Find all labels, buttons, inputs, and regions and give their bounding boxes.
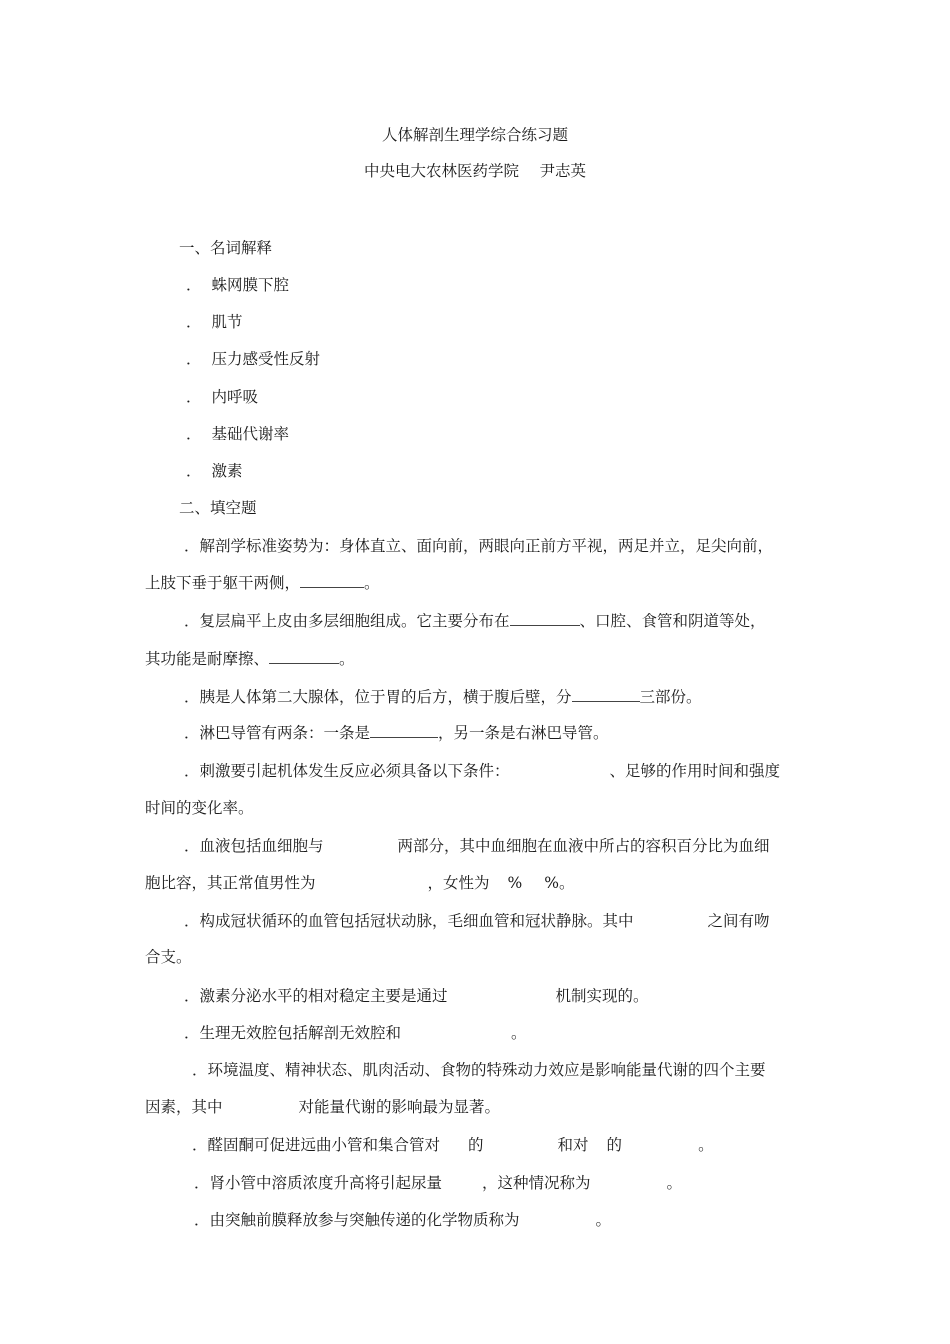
author-line: 中央电大农林医药学院 尹志英: [364, 162, 586, 180]
question-line: [194, 1209, 611, 1231]
document-title: 人体解剖生理学综合练习题: [381, 126, 568, 144]
question-text: 的: [606, 1136, 623, 1154]
question-text: 因素，其中: [145, 1098, 223, 1116]
question-line: [194, 1172, 682, 1194]
question-line: [184, 835, 770, 857]
question-text: ．生理无效腔包括解剖无效腔和: [184, 1024, 402, 1042]
question-text: ．醛固酮可促进远曲小管和集合管对: [192, 1136, 441, 1154]
question-text: ．复层扁平上皮由多层细胞组成。它主要分布在: [184, 612, 510, 630]
question-line: [192, 1134, 714, 1156]
term-text: 压力感受性反射: [211, 350, 321, 368]
term-text: 肌节: [211, 313, 243, 331]
question-text: 上肢下垂于躯干两侧，: [145, 574, 301, 592]
question-text: 的: [468, 1136, 484, 1154]
question-text: %: [507, 874, 523, 892]
question-text: 、口腔、食管和阴道等处，: [579, 612, 766, 630]
question-line: [145, 648, 355, 670]
question-text: %。: [544, 874, 575, 892]
question-line: [184, 686, 702, 708]
question-line: 合支。: [145, 948, 192, 966]
question-text: 、足够的作用时间和强度: [609, 762, 781, 780]
term-text: 激素: [211, 462, 243, 480]
answer-blank: [572, 687, 640, 702]
question-text: 。: [595, 1211, 612, 1229]
question-line: 时间的变化率。: [145, 799, 254, 817]
question-text: ，这种情况称为: [482, 1174, 591, 1192]
question-text: ，女性为: [427, 874, 490, 892]
question-line: [145, 872, 575, 894]
term-item: ． 内呼吸: [186, 388, 259, 406]
answer-blank: [510, 611, 580, 626]
question-line: [184, 985, 649, 1007]
question-text: 机制实现的。: [555, 987, 649, 1005]
question-text: 胞比容，其正常值男性为: [145, 874, 316, 892]
term-text: 蛛网膜下腔: [211, 276, 290, 294]
question-text: 。: [364, 574, 380, 592]
section2-heading: 二、填空题: [179, 499, 257, 517]
term-text: 基础代谢率: [211, 425, 290, 443]
term-text: 内呼吸: [211, 388, 259, 406]
question-text: 。: [666, 1174, 683, 1192]
question-text: ．血液包括血细胞与: [184, 837, 324, 855]
answer-blank: [370, 723, 438, 738]
answer-blank: [300, 573, 364, 588]
term-item: ． 蛛网膜下腔: [186, 276, 290, 294]
question-text: 。: [698, 1136, 714, 1154]
term-item: ． 压力感受性反射: [186, 350, 321, 368]
question-text: 三部份。: [639, 688, 702, 706]
question-text: ．肾小管中溶质浓度升高将引起尿量: [194, 1174, 443, 1192]
term-item: ． 激素: [186, 462, 243, 480]
question-text: ．胰是人体第二大腺体，位于胃的后方，横于腹后壁，分: [184, 688, 572, 706]
question-line: ．解剖学标准姿势为：身体直立、面向前，两眼向正前方平视，两足并立，足尖向前，: [184, 537, 774, 555]
question-text: ．淋巴导管有两条：一条是: [184, 724, 371, 742]
question-text: 。: [339, 650, 355, 668]
question-text: 。: [511, 1024, 527, 1042]
term-item: ． 基础代谢率: [186, 425, 290, 443]
question-line: [184, 910, 770, 932]
question-line: [145, 1096, 500, 1118]
question-text: 其功能是耐摩擦、: [145, 650, 270, 668]
section1-heading: 一、名词解释: [179, 239, 273, 257]
question-text: ．刺激要引起机体发生反应必须具备以下条件：: [184, 762, 510, 780]
question-text: ．由突触前膜释放参与突触传递的化学物质称为: [194, 1211, 520, 1229]
question-text: 对能量代谢的影响最为显著。: [298, 1098, 501, 1116]
question-line: [145, 572, 380, 594]
question-text: 之间有吻: [707, 912, 770, 930]
question-line: [184, 722, 609, 744]
question-line: [184, 760, 780, 782]
term-item: ． 肌节: [186, 313, 243, 331]
question-text: ．构成冠状循环的血管包括冠状动脉，毛细血管和冠状静脉。其中: [184, 912, 634, 930]
question-text: ，另一条是右淋巴导管。: [438, 724, 609, 742]
question-text: 和对: [557, 1136, 589, 1154]
question-line: ．环境温度、精神状态、肌肉活动、食物的特殊动力效应是影响能量代谢的四个主要: [192, 1061, 766, 1079]
question-line: [184, 1022, 527, 1044]
answer-blank: [269, 649, 339, 664]
question-line: [184, 610, 766, 632]
question-text: 两部分，其中血细胞在血液中所占的容积百分比为血细: [397, 837, 770, 855]
question-text: ．激素分泌水平的相对稳定主要是通过: [184, 987, 448, 1005]
